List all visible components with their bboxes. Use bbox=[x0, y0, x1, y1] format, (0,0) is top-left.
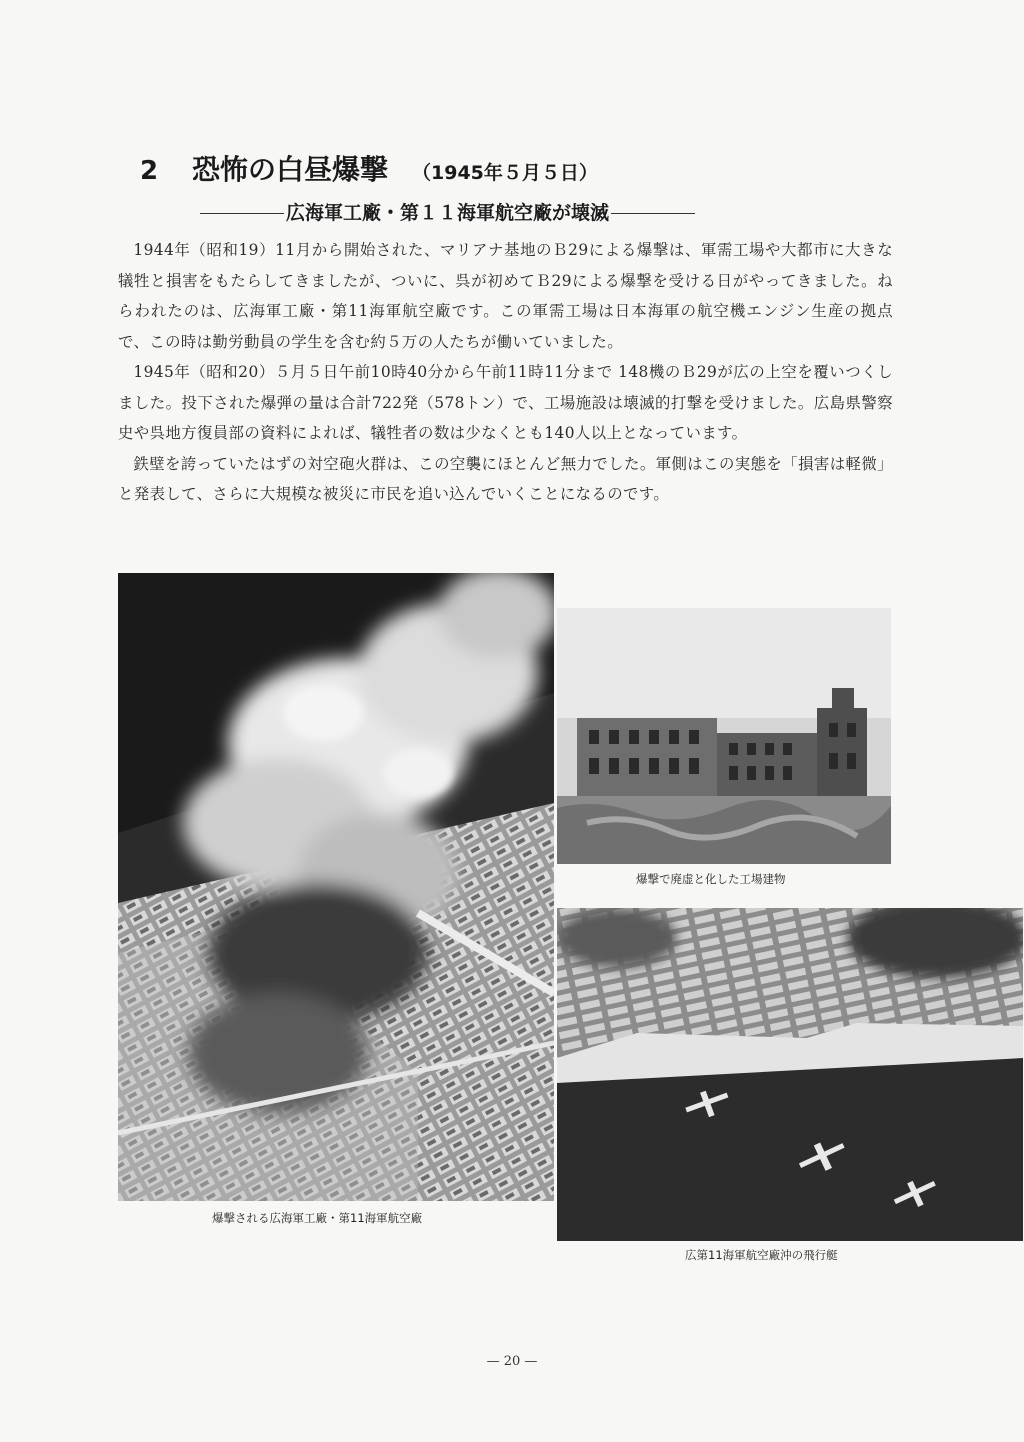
section-date: （1945年５月５日） bbox=[412, 162, 598, 184]
seaplanes-aerial-photo bbox=[557, 908, 1023, 1241]
right-rule bbox=[611, 213, 695, 214]
section-title: 恐怖の白昼爆撃 bbox=[192, 153, 389, 186]
seaplanes-photo-caption: 広第11海軍航空廠沖の飛行艇 bbox=[685, 1248, 838, 1262]
left-rule bbox=[200, 213, 284, 214]
body-text bbox=[118, 235, 893, 510]
section-subtitle-row bbox=[198, 198, 697, 225]
section-number: 2 bbox=[140, 156, 159, 186]
paragraph-2: 1945年（昭和20）５月５日午前10時40分から午前11時11分まで 148機のＢ29が広の上空を覆いつくしました。投下された爆弾の量は合計722発（578トン）で、工場施設は壊滅的打撃を受けました。広島県警察史や呉地方復員部の資料によれば、犠牲者の数は少なくとも140人以上となっています。 bbox=[118, 363, 893, 442]
paragraph-3: 鉄壁を誇っていたはずの対空砲火群は、この空襲にほとんど無力でした。軍側はこの実態を「損害は軽微」と発表して、さらに大規模な被災に市民を追い込んでいくことになるのです。 bbox=[118, 454, 893, 503]
section-heading bbox=[140, 148, 598, 188]
paragraph-1: 1944年（昭和19）11月から開始された、マリアナ基地のＢ29による爆撃は、軍需工場や大都市に大きな犠牲と損害をもたらしてきましたが、ついに、呉が初めてＢ29による爆撃を受ける日がやってきました。ねらわれたのは、広海軍工廠・第11海軍航空廠です。この軍需工場は日本海軍の航空機エンジン生産の拠点で、この時は勤労動員の学生を含む約５万の人たちが働いていました。 bbox=[118, 241, 893, 351]
section-subtitle: 広海軍工廠・第１１海軍航空廠が壊滅 bbox=[286, 202, 610, 224]
ruined-factory-photo bbox=[557, 608, 891, 864]
ruins-photo-caption: 爆撃で廃虚と化した工場建物 bbox=[636, 872, 786, 886]
bombing-aerial-photo bbox=[118, 573, 554, 1201]
bombing-photo-caption: 爆撃される広海軍工廠・第11海軍航空廠 bbox=[212, 1211, 423, 1225]
page-number: — 20 — bbox=[486, 1354, 538, 1369]
